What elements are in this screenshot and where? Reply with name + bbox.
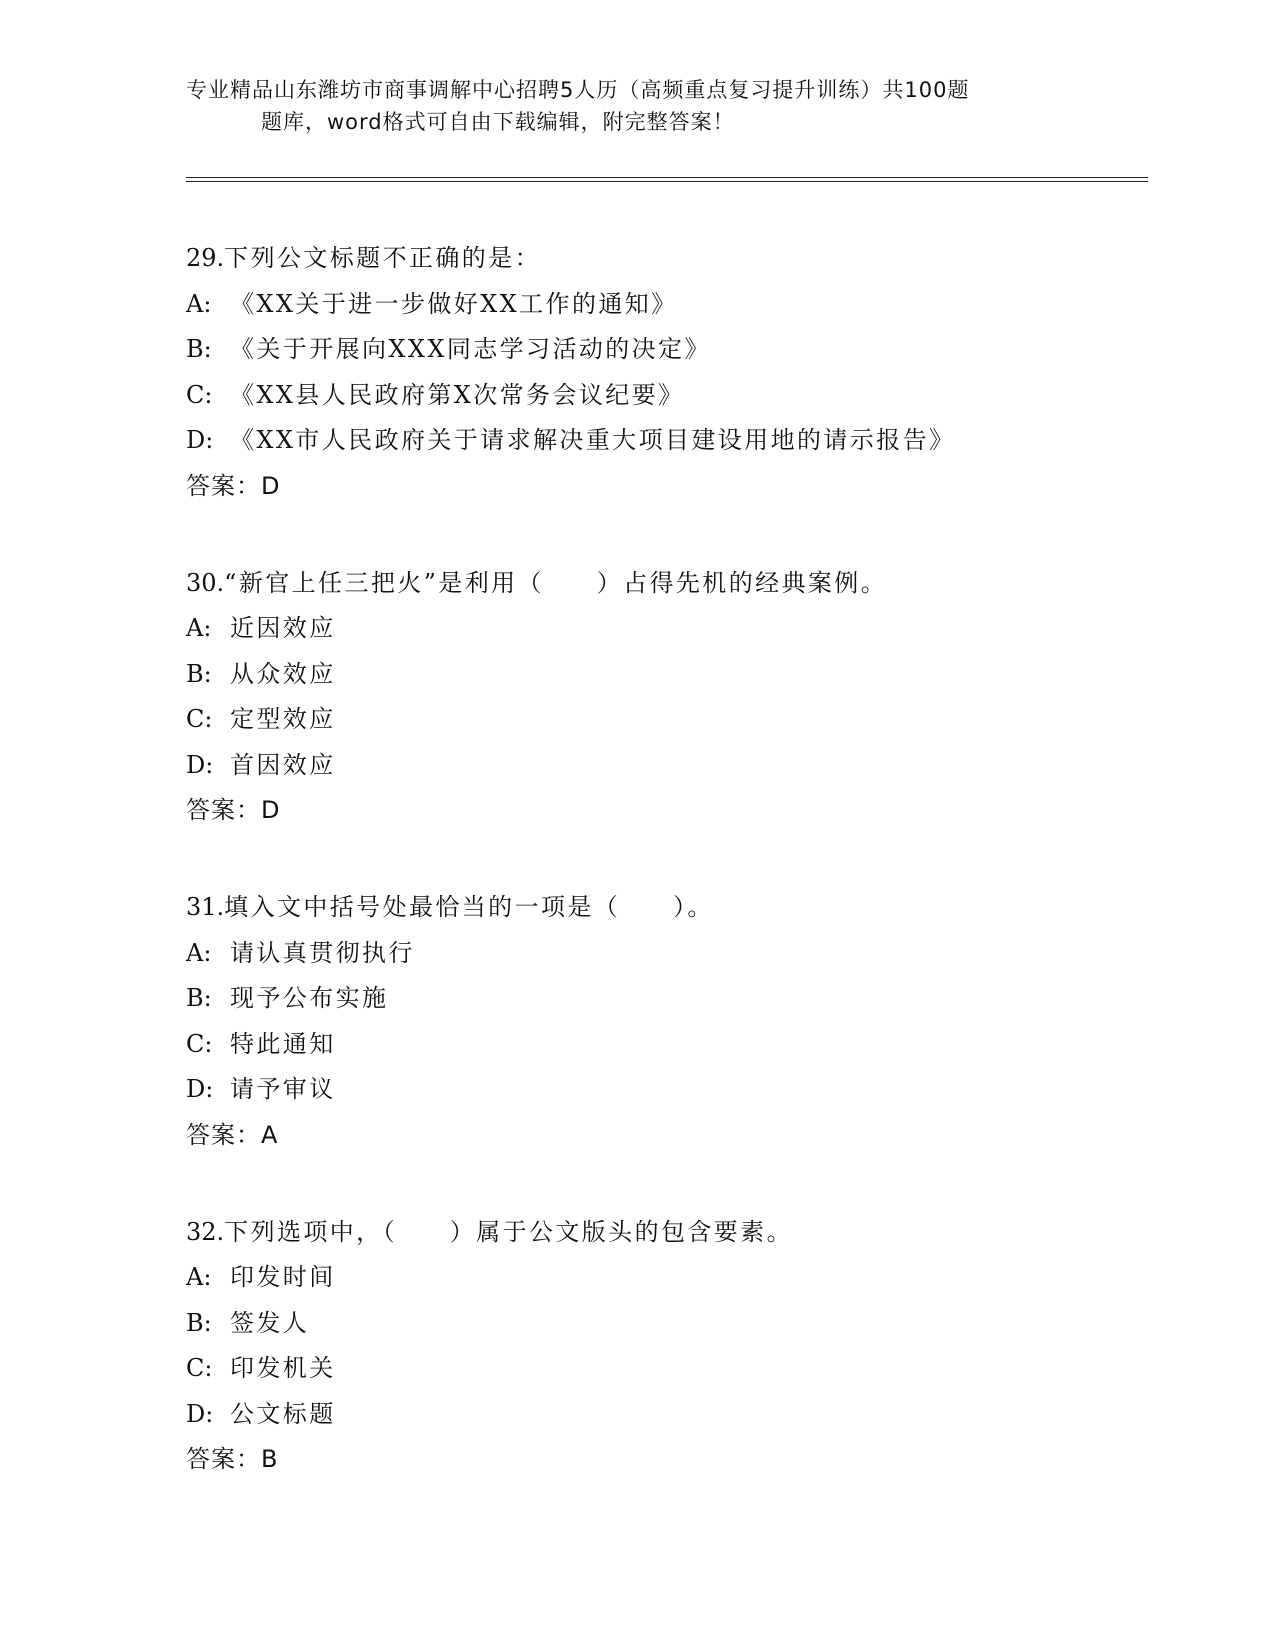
question-number: 32. [186,1217,225,1246]
option-letter: D: [186,1399,214,1428]
question-stem [186,885,1146,931]
question-32 [186,1210,1146,1483]
option-letter: C: [186,705,213,733]
option-letter: A: [186,938,212,967]
option-letter: A: [186,614,212,642]
option-text: 近因效应 [230,614,336,642]
header-divider-top [186,177,1148,178]
question-number: 29. [186,244,225,272]
question-text: 下列公文标题不正确的是： [224,244,541,272]
option-letter: A: [186,289,212,318]
answer-line: 答案：A [186,1120,279,1149]
option-letter: A: [186,1263,212,1291]
option-text: 特此通知 [230,1029,336,1058]
option-letter: B: [186,659,212,688]
option-d [186,1392,1146,1438]
question-29 [186,236,1146,509]
option-text: 印发机关 [230,1354,336,1382]
option-text: 公文标题 [230,1399,336,1428]
question-31 [186,885,1146,1158]
option-letter: D: [186,426,214,454]
option-d [186,418,1146,464]
option-text: 首因效应 [230,750,336,779]
option-a [186,931,1146,977]
answer-line: 答案：B [186,1445,279,1473]
option-d [186,1067,1146,1113]
header-title-line-2: 题库，word格式可自由下载编辑，附完整答案！ [261,110,735,134]
question-text: “新官上任三把火”是利用（ ）占得先机的经典案例。 [224,568,888,597]
option-text: 签发人 [230,1308,310,1337]
option-letter: C: [186,1029,213,1058]
option-letter: C: [186,380,213,409]
question-text: 填入文中括号处最恰当的一项是（ ）。 [224,893,714,921]
answer-line: 答案：D [186,471,281,500]
option-c [186,697,1146,743]
question-list [186,236,1146,1534]
option-b [186,1301,1146,1347]
option-letter: D: [186,750,214,779]
option-c [186,1346,1146,1392]
option-letter: B: [186,1308,212,1337]
option-a [186,606,1146,652]
question-stem [186,236,1146,282]
header-divider-bottom [186,181,1148,182]
option-text: 从众效应 [230,659,336,688]
document-header [186,74,1086,138]
header-title-line-1: 专业精品山东潍坊市商事调解中心招聘5人历（高频重点复习提升训练）共100题 [186,78,970,102]
option-b [186,652,1146,698]
option-c [186,1022,1146,1068]
option-text: 请予审议 [230,1075,336,1103]
option-b [186,327,1146,373]
question-text: 下列选项中，（ ）属于公文版头的包含要素。 [224,1217,793,1246]
option-b [186,976,1146,1022]
option-text: 印发时间 [230,1263,336,1291]
answer-line: 答案：D [186,796,281,824]
option-text: 《XX关于进一步做好XX工作的通知》 [230,289,678,318]
option-letter: B: [186,984,212,1012]
question-stem [186,1210,1146,1256]
option-text: 现予公布实施 [230,984,389,1012]
option-letter: B: [186,335,212,363]
option-a [186,282,1146,328]
option-text: 请认真贯彻执行 [230,938,415,967]
question-number: 30. [186,568,225,597]
option-a [186,1255,1146,1301]
option-d [186,743,1146,789]
question-number: 31. [186,893,225,921]
option-text: 定型效应 [230,705,336,733]
option-c [186,373,1146,419]
option-text: 《XX市人民政府关于请求解决重大项目建设用地的请示报告》 [230,426,956,454]
option-text: 《关于开展向XXX同志学习活动的决定》 [230,335,711,363]
question-stem [186,561,1146,607]
option-text: 《XX县人民政府第X次常务会议纪要》 [230,380,685,409]
question-30 [186,561,1146,834]
option-letter: C: [186,1354,213,1382]
option-letter: D: [186,1075,214,1103]
